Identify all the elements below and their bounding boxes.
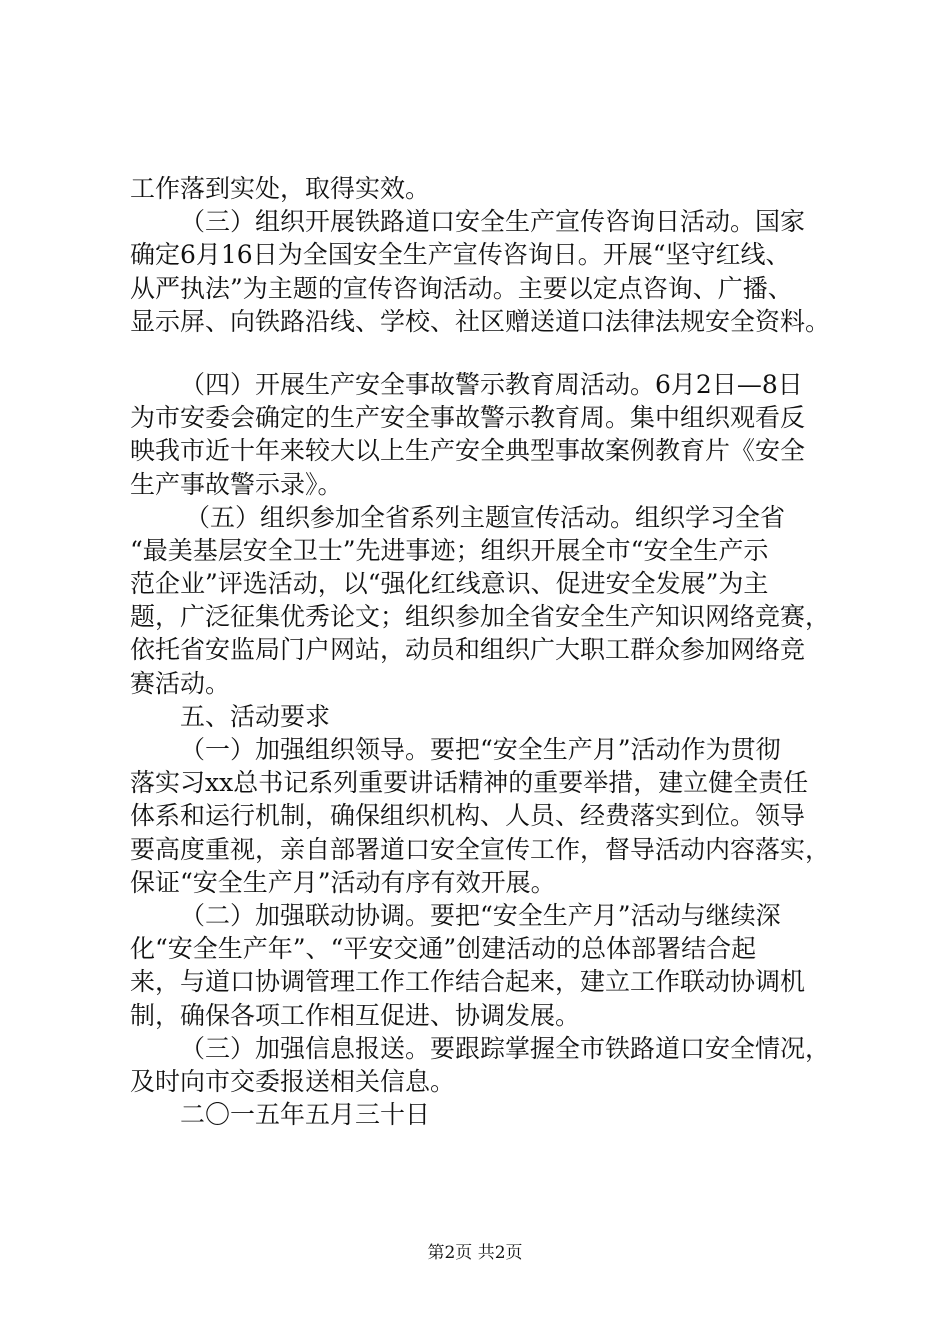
text-line: 生产事故警示录》。 bbox=[130, 469, 343, 499]
text-line: 体系和运行机制，确保组织机构、人员、经费落实到位。领导 bbox=[130, 801, 806, 831]
section-heading-5-requirements bbox=[130, 700, 850, 733]
text-line: “最美基层安全卫士”先进事迹；组织开展全市“安全生产示 bbox=[130, 535, 769, 565]
text-line: 及时向市交委报送相关信息。 bbox=[130, 1066, 456, 1096]
text-line: （一）加强组织领导。要把“安全生产月”活动作为贯彻 bbox=[180, 735, 781, 764]
text-line: 制，确保各项工作相互促进、协调发展。 bbox=[130, 1000, 581, 1030]
page-number: 第2页 共2页 bbox=[427, 1243, 523, 1263]
text-line: 确定6月16日为全国安全生产宣传咨询日。开展“坚守红线、 bbox=[130, 240, 791, 270]
document-body bbox=[130, 172, 850, 1131]
paragraph-req-2-coordination bbox=[130, 899, 850, 1032]
text-line: 保证“安全生产月”活动有序有效开展。 bbox=[130, 867, 556, 897]
text-line: 赛活动。 bbox=[130, 668, 231, 698]
text-line: 依托省安监局门户网站，动员和组织广大职工群众参加网络竞 bbox=[130, 635, 806, 665]
page-footer bbox=[0, 1242, 950, 1264]
text-line: 工作落到实处，取得实效。 bbox=[130, 174, 431, 203]
text-line: 化“安全生产年”、“平安交通”创建活动的总体部署结合起 bbox=[130, 934, 757, 964]
text-line: 二〇一五年五月三十日 bbox=[180, 1100, 431, 1130]
text-line: 来，与道口协调管理工作工作结合起来，建立工作联动协调机 bbox=[130, 967, 806, 997]
text-line: （三）加强信息报送。要跟踪掌握全市铁路道口安全情况， bbox=[180, 1033, 831, 1063]
paragraph-gap bbox=[130, 338, 850, 368]
text-line: （四）开展生产安全事故警示教育周活动。6月2日—8日 bbox=[180, 369, 803, 399]
document-date bbox=[130, 1098, 850, 1131]
text-line: （三）组织开展铁路道口安全生产宣传咨询日活动。国家 bbox=[180, 207, 806, 237]
paragraph-item-3-consultation-day bbox=[130, 205, 850, 338]
paragraph-item-5-provincial-activities bbox=[130, 501, 850, 700]
paragraph-continuation bbox=[130, 172, 850, 205]
text-line: 题，广泛征集优秀论文；组织参加全省安全生产知识网络竞赛， bbox=[130, 602, 831, 632]
paragraph-req-1-leadership bbox=[130, 733, 850, 899]
text-line: 显示屏、向铁路沿线、学校、社区赠送道口法律法规安全资料。 bbox=[130, 306, 831, 336]
text-line: 范企业”评选活动，以“强化红线意识、促进安全发展”为主 bbox=[130, 569, 769, 599]
paragraph-item-4-warning-week bbox=[130, 368, 850, 501]
paragraph-req-3-reporting bbox=[130, 1032, 850, 1098]
text-line: 从严执法”为主题的宣传咨询活动。主要以定点咨询、广播、 bbox=[130, 273, 793, 303]
text-line: 为市安委会确定的生产安全事故警示教育周。集中组织观看反 bbox=[130, 403, 806, 433]
text-line: （五）组织参加全省系列主题宣传活动。组织学习全省 bbox=[185, 502, 786, 532]
text-line: 落实习xx总书记系列重要讲话精神的重要举措，建立健全责任 bbox=[130, 768, 809, 798]
text-line: （二）加强联动协调。要把“安全生产月”活动与继续深 bbox=[180, 900, 781, 930]
text-line: 映我市近十年来较大以上生产安全典型事故案例教育片《安全 bbox=[130, 436, 806, 466]
text-line: 五、活动要求 bbox=[180, 701, 331, 731]
text-line: 要高度重视，亲自部署道口安全宣传工作，督导活动内容落实， bbox=[130, 834, 831, 864]
